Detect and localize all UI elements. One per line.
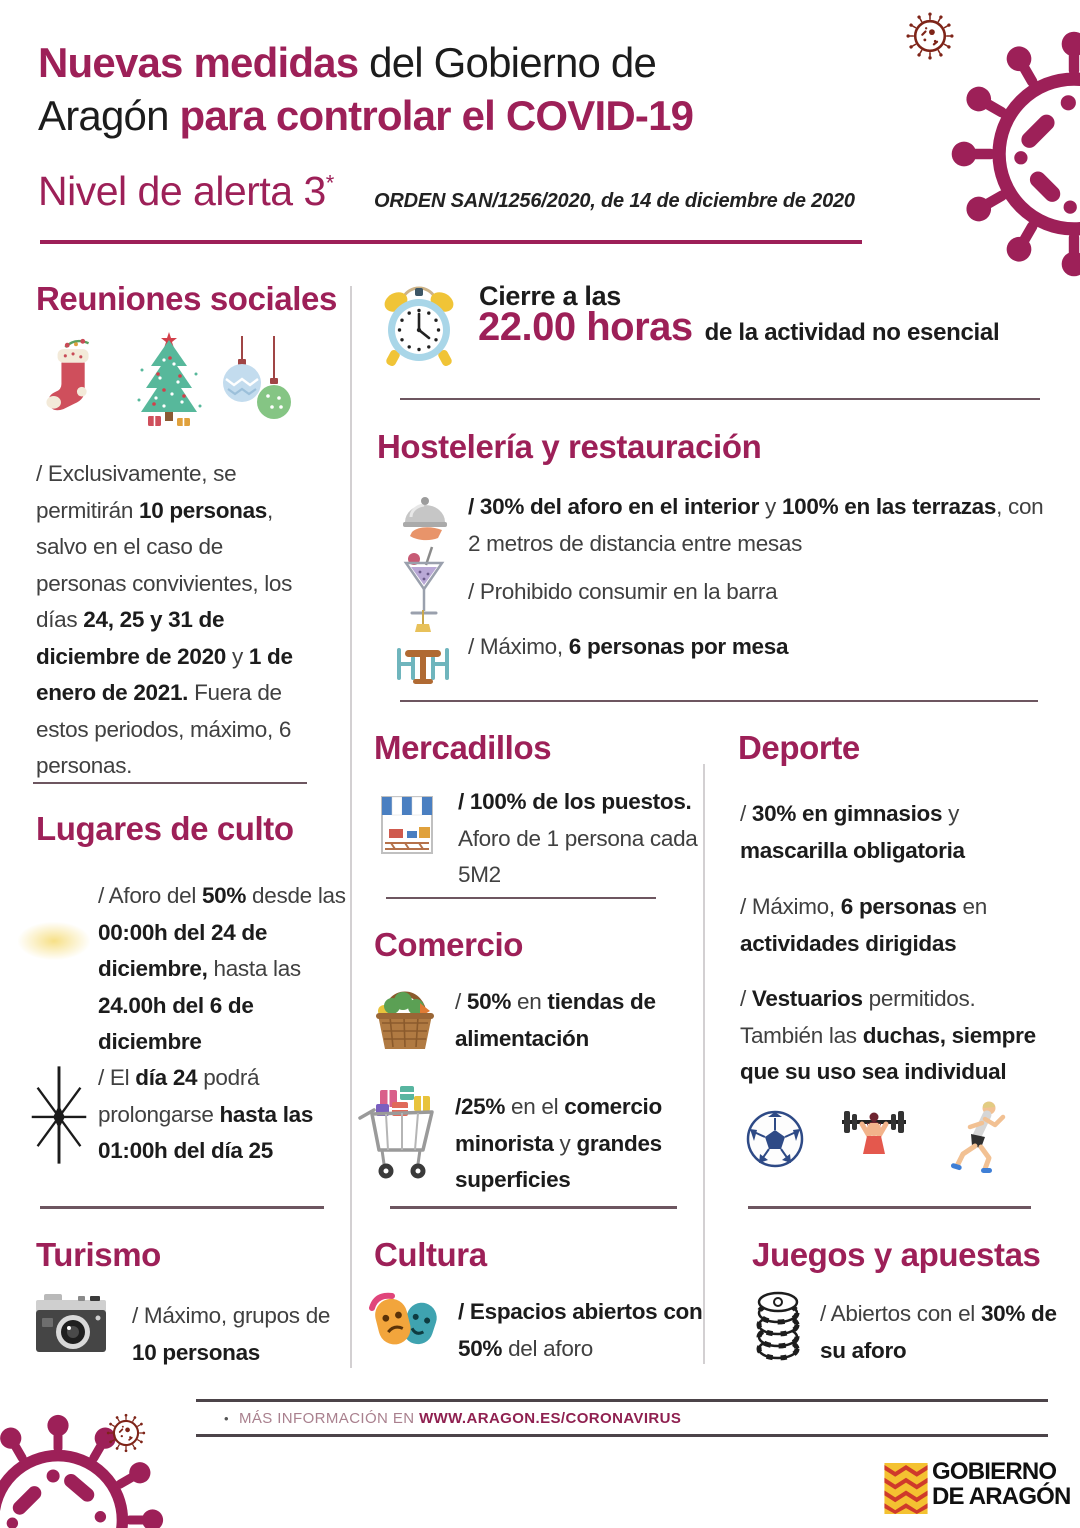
culto-item-text: / El día 24 podrá prolongarse hasta las 01:00h del día 25 bbox=[98, 1065, 314, 1163]
turismo-item-text: / Máximo, grupos de 10 personas bbox=[132, 1303, 331, 1365]
running-icon bbox=[948, 1098, 1010, 1176]
juegos-item-text: / Abiertos con el 30% de su aforo bbox=[820, 1301, 1057, 1363]
mercadillos-item-text: / 100% de los puestos. Aforo de 1 persona cada 5M2 bbox=[458, 789, 698, 887]
logo-line1: GOBIERNO bbox=[932, 1458, 1057, 1485]
section-title-cultura: Cultura bbox=[374, 1236, 487, 1273]
footer-info bbox=[224, 1410, 681, 1427]
divider bbox=[400, 700, 1038, 702]
bullet-icon: • bbox=[224, 1411, 229, 1426]
camera-icon bbox=[34, 1288, 108, 1362]
logo-line2: DE ARAGÓN bbox=[932, 1482, 1071, 1510]
table-chairs-icon bbox=[390, 608, 456, 694]
section-title-mercadillos: Mercadillos bbox=[374, 729, 552, 766]
hosteleria-item-text: / 30% del aforo en el interior y 100% en las terrazas, con 2 metros de distancia entre mesas bbox=[468, 494, 1044, 556]
food-basket-icon bbox=[370, 981, 440, 1055]
christmas-stocking-icon bbox=[44, 334, 106, 430]
page-title bbox=[38, 36, 938, 142]
deporte-item-text: / Máximo, 6 personas en actividades dirigidas bbox=[740, 894, 987, 956]
virus-large-icon bbox=[946, 26, 1080, 282]
section-title-hosteleria: Hostelería y restauración bbox=[377, 428, 762, 465]
market-stall-icon bbox=[377, 791, 437, 857]
deporte-item-text: / 30% en gimnasios y mascarilla obligatoria bbox=[740, 801, 965, 863]
page-title-line1: Nuevas medidas del Gobierno de bbox=[38, 39, 657, 86]
aragon-flag-icon bbox=[884, 1463, 928, 1514]
closure-prefix: Cierre a las bbox=[479, 281, 621, 311]
comercio-item-text: /25% en el comercio minorista y grandes superficies bbox=[455, 1094, 662, 1192]
divider bbox=[748, 1206, 1031, 1209]
hosteleria-item-text: / Máximo, 6 personas por mesa bbox=[468, 634, 789, 659]
divider bbox=[40, 1206, 324, 1209]
header-rule bbox=[40, 240, 862, 244]
cultura-item-text: / Espacios abiertos con 50% del aforo bbox=[458, 1299, 703, 1361]
weightlifting-icon bbox=[836, 1102, 912, 1174]
section-title-turismo: Turismo bbox=[36, 1236, 161, 1273]
section-title-deporte: Deporte bbox=[738, 729, 860, 766]
culto-item-text: / Aforo del 50% desde las 00:00h del 24 de diciembre, hasta las 24.00h del 6 de diciembre bbox=[98, 883, 346, 1054]
section-title-culto: Lugares de culto bbox=[36, 810, 294, 847]
candle-glow-icon bbox=[18, 922, 90, 960]
column-divider-left bbox=[350, 286, 352, 1368]
footer-info-url: WWW.ARAGON.ES/CORONAVIRUS bbox=[419, 1410, 682, 1427]
alert-asterisk: * bbox=[325, 170, 334, 196]
hosteleria-item-text: / Prohibido consumir en la barra bbox=[468, 579, 778, 604]
closure-suffix: de la actividad no esencial bbox=[704, 319, 1000, 346]
serving-dish-icon bbox=[398, 486, 452, 546]
soccer-ball-icon bbox=[744, 1108, 806, 1170]
order-reference: ORDEN SAN/1256/2020, de 14 de diciembre de 2020 bbox=[374, 190, 855, 212]
government-logo bbox=[932, 1460, 1071, 1509]
section-title-reuniones: Reuniones sociales bbox=[36, 280, 337, 317]
alert-level: Nivel de alerta 3* bbox=[38, 168, 334, 214]
section-title-comercio: Comercio bbox=[374, 926, 524, 963]
footer-info-prefix: MÁS INFORMACIÓN EN bbox=[238, 1410, 420, 1427]
footer-rule-top bbox=[196, 1399, 1048, 1402]
poker-chips-icon bbox=[752, 1290, 804, 1362]
alarm-clock-icon bbox=[372, 280, 466, 370]
deporte-item-text: / Vestuarios permitidos. También las duchas, siempre que su uso sea individual bbox=[740, 986, 1036, 1084]
virus-outline-small-icon bbox=[104, 1411, 148, 1455]
divider bbox=[400, 398, 1040, 400]
comercio-item-text: / 50% en tiendas de alimentación bbox=[455, 989, 656, 1051]
divider bbox=[386, 897, 656, 899]
section-title-juegos: Juegos y apuestas bbox=[752, 1236, 1041, 1273]
divider bbox=[33, 782, 307, 784]
closure-time: 22.00 horas bbox=[478, 305, 693, 349]
footer-rule-bottom bbox=[196, 1434, 1048, 1437]
theater-masks-icon bbox=[366, 1286, 446, 1366]
divider bbox=[390, 1206, 677, 1209]
reuniones-paragraph: / Exclusivamente, se permitirán 10 personas, salvo en el caso de personas convivientes, los días 24, 25 y 31 de diciembre de 2020 y 1 de enero de 2021. Fuera de estos periodos, máximo, 6 personas. bbox=[36, 461, 293, 778]
page-title-line2: Aragón para controlar el COVID-19 bbox=[38, 92, 694, 139]
christmas-ornaments-icon bbox=[222, 336, 294, 430]
christmas-tree-icon bbox=[134, 330, 204, 434]
star-icon bbox=[22, 1064, 96, 1166]
shopping-cart-icon bbox=[352, 1084, 444, 1184]
